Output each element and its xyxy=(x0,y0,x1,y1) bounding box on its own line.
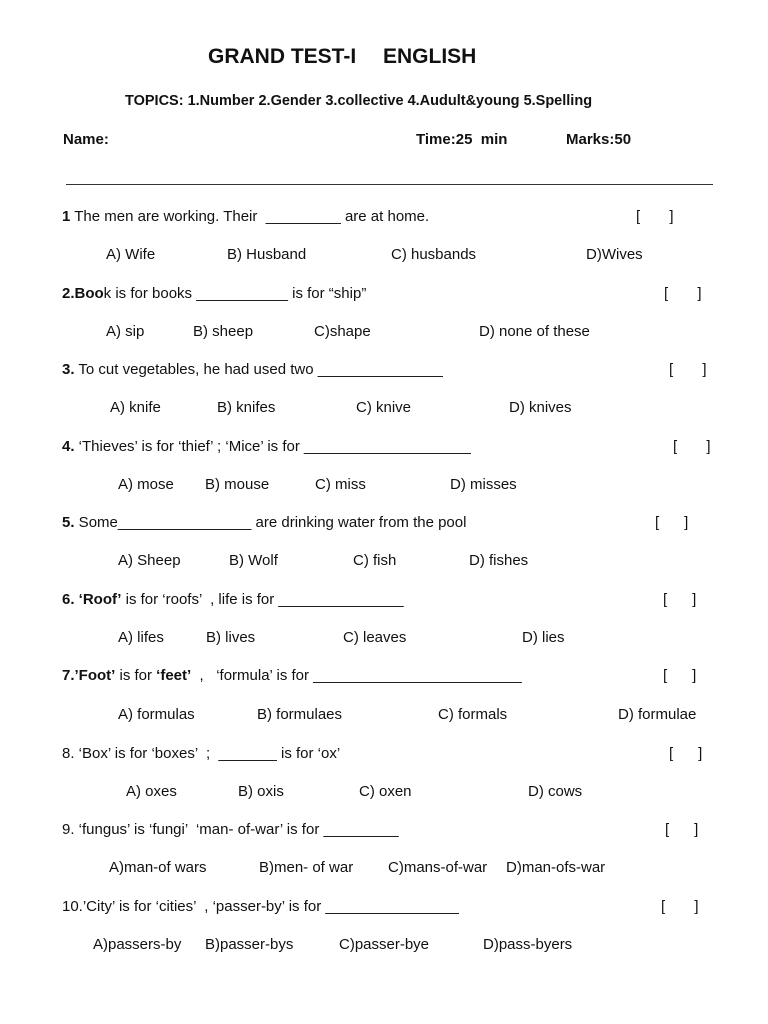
option-b: B) sheep xyxy=(193,323,254,340)
option-c: C) formals xyxy=(438,706,508,723)
answer-bracket[interactable]: [ ] xyxy=(669,745,703,762)
option-d: D) misses xyxy=(450,476,517,493)
answer-bracket[interactable]: [ ] xyxy=(663,591,697,608)
option-c: C) fish xyxy=(353,552,397,569)
option-d: D) cows xyxy=(528,783,583,800)
option-d: D) fishes xyxy=(469,552,529,569)
option-b: B)passer-bys xyxy=(205,936,294,953)
option-b: B) Wolf xyxy=(229,552,278,569)
option-b: B) mouse xyxy=(205,476,270,493)
question-text: ‘Thieves’ is for ‘thief’ ; ‘Mice’ is for ____________________ xyxy=(74,438,471,455)
option-a: A) sip xyxy=(106,323,145,340)
question-text: is for ‘roofs’ , life is for _______________ xyxy=(121,591,404,608)
test-title: GRAND TEST-I xyxy=(208,45,357,68)
option-a: A) lifes xyxy=(118,629,164,646)
option-b: B) formulaes xyxy=(257,706,343,723)
question-text-a: is for xyxy=(115,667,157,684)
option-b: B) lives xyxy=(206,629,256,646)
answer-bracket[interactable]: [ ] xyxy=(673,438,711,455)
option-d: D)pass-byers xyxy=(483,936,573,953)
answer-bracket[interactable]: [ ] xyxy=(661,898,699,915)
question-number: 5. xyxy=(62,514,75,531)
option-b: B) Husband xyxy=(227,246,307,263)
option-a: A) mose xyxy=(118,476,174,493)
question-text: k is for books ___________ is for “ship” xyxy=(103,285,367,302)
answer-bracket[interactable]: [ ] xyxy=(655,514,689,531)
question-text: Some________________ are drinking water from the pool xyxy=(74,514,467,531)
option-d: D) formulae xyxy=(618,706,697,723)
question-number: 6. ‘Roof’ xyxy=(62,591,122,608)
option-a: A)man-of wars xyxy=(109,859,207,876)
question-4 xyxy=(62,438,471,455)
question-3 xyxy=(62,361,443,378)
question-10: 10.’City’ is for ‘cities’ , ‘passer-by’ is for ________________ xyxy=(62,898,459,915)
option-a: A) oxes xyxy=(126,783,177,800)
name-label: Name: xyxy=(63,131,109,148)
option-a: A)passers-by xyxy=(93,936,182,953)
marks-label: Marks:50 xyxy=(566,131,632,148)
option-c: C)passer-bye xyxy=(339,936,430,953)
option-d: D) knives xyxy=(509,399,572,416)
question-6 xyxy=(62,591,404,608)
option-d: D) none of these xyxy=(479,323,590,340)
option-d: D)man-ofs-war xyxy=(506,859,606,876)
subject-title: ENGLISH xyxy=(383,45,477,68)
option-d: D) lies xyxy=(522,629,565,646)
emphasis-word: ‘feet’ xyxy=(156,667,192,684)
time-label: Time:25 min xyxy=(416,131,508,148)
question-1 xyxy=(62,208,429,225)
option-b: B) knifes xyxy=(217,399,276,416)
question-5 xyxy=(62,514,466,531)
question-9: 9. ‘fungus’ is ‘fungi’ ‘man- of-war’ is for _________ xyxy=(62,821,399,838)
option-d: D)Wives xyxy=(586,246,643,263)
option-b: B)men- of war xyxy=(259,859,354,876)
option-c: C) leaves xyxy=(343,629,407,646)
topics-line: TOPICS: 1.Number 2.Gender 3.collective 4.Audult&young 5.Spelling xyxy=(125,93,593,109)
answer-bracket[interactable]: [ ] xyxy=(636,208,674,225)
option-a: A) knife xyxy=(110,399,161,416)
option-c: C) husbands xyxy=(391,246,477,263)
question-number: 4. xyxy=(62,438,75,455)
question-number: 2.Boo xyxy=(62,285,104,302)
question-text: The men are working. Their _________ are at home. xyxy=(70,208,430,225)
option-c: C)shape xyxy=(314,323,371,340)
option-b: B) oxis xyxy=(238,783,284,800)
option-c: C) knive xyxy=(356,399,412,416)
option-a: A) Wife xyxy=(106,246,156,263)
answer-bracket[interactable]: [ ] xyxy=(664,285,702,302)
option-c: C)mans-of-war xyxy=(388,859,488,876)
question-text: To cut vegetables, he had used two _______________ xyxy=(74,361,443,378)
answer-bracket[interactable]: [ ] xyxy=(669,361,707,378)
question-2 xyxy=(62,285,366,302)
divider-line xyxy=(66,184,713,185)
option-a: A) Sheep xyxy=(118,552,181,569)
option-c: C) miss xyxy=(315,476,366,493)
question-8: 8. ‘Box’ is for ‘boxes’ ; _______ is for ‘ox’ xyxy=(62,745,341,762)
option-a: A) formulas xyxy=(118,706,195,723)
answer-bracket[interactable]: [ ] xyxy=(665,821,699,838)
option-c: C) oxen xyxy=(359,783,412,800)
question-number: 7.’Foot’ xyxy=(62,667,116,684)
answer-bracket[interactable]: [ ] xyxy=(663,667,697,684)
question-7 xyxy=(62,667,522,684)
question-number: 1 xyxy=(62,208,71,225)
question-number: 3. xyxy=(62,361,75,378)
question-text-b: , ‘formula’ is for _________________________ xyxy=(191,667,522,684)
